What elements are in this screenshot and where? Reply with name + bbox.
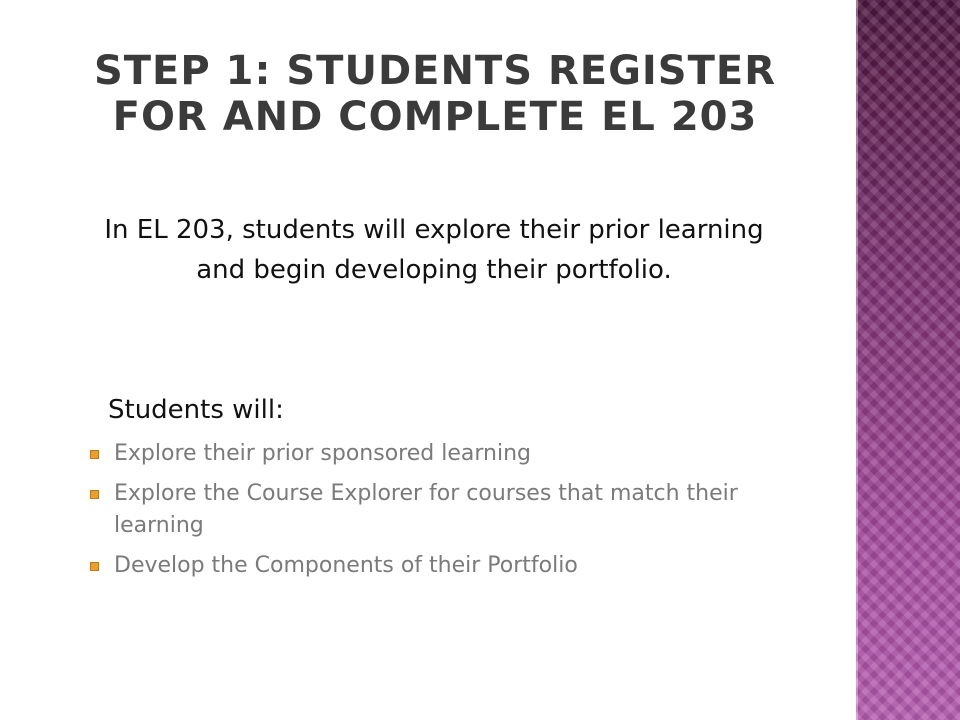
bullet-text: Explore their prior sponsored learning: [114, 441, 531, 466]
square-bullet-icon: [90, 450, 99, 459]
slide-title: STEP 1: STUDENTS REGISTER FOR AND COMPLETE EL 203: [93, 48, 777, 140]
bullet-list: [88, 438, 738, 590]
square-bullet-icon: [90, 562, 99, 571]
students-will-heading: Students will:: [108, 395, 284, 425]
bullet-item: [88, 478, 738, 542]
bullet-text: Explore the Course Explorer for courses that match their learning: [114, 481, 738, 538]
decorative-side-band: [856, 0, 960, 720]
bullet-item: [88, 438, 738, 470]
bullet-item: [88, 550, 738, 582]
bullet-text: Develop the Components of their Portfolio: [114, 553, 578, 578]
square-bullet-icon: [90, 490, 99, 499]
intro-paragraph: In EL 203, students will explore their prior learning and begin developing their portfolio.: [104, 215, 764, 285]
